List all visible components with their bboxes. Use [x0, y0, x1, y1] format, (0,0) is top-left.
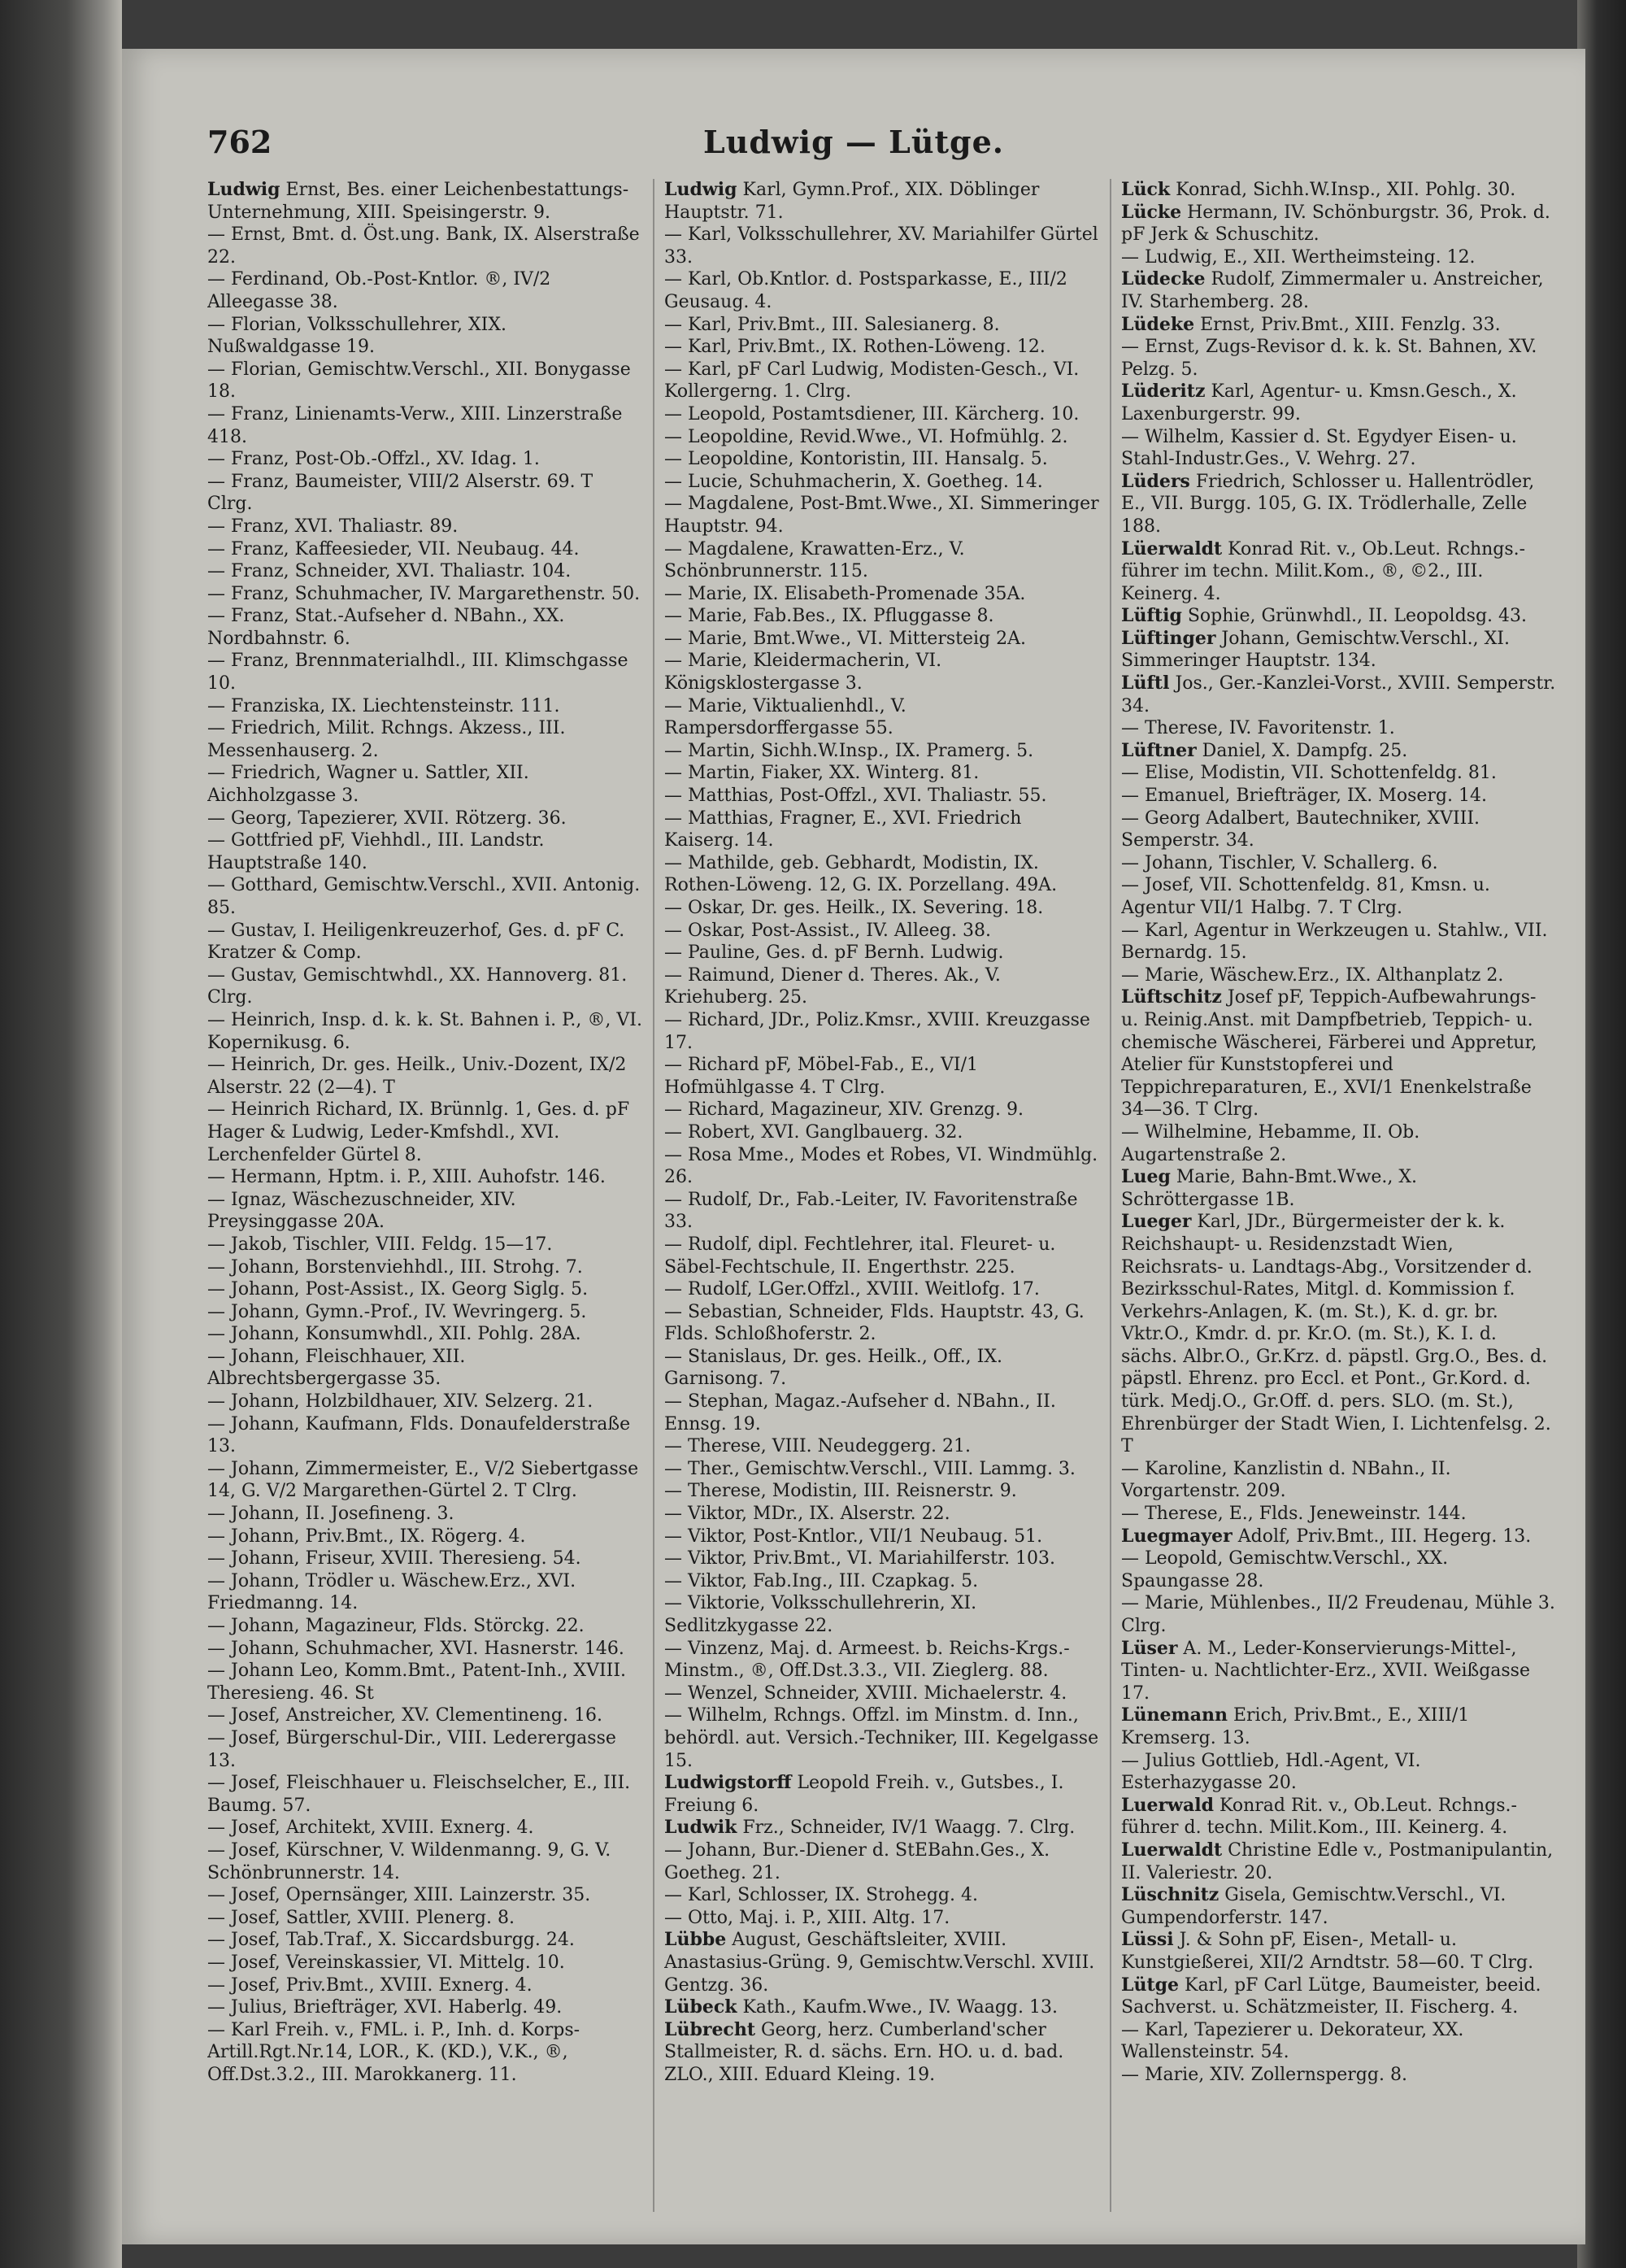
directory-entry: — Josef, Priv.Bmt., XVIII. Exnerg. 4.	[207, 1974, 533, 1996]
directory-entry: Lübeck Kath., Kaufm.Wwe., IV. Waagg. 13.	[664, 1996, 1058, 2018]
directory-entry: — Franz, Brennmaterialhdl., III. Klimschgasse 10.	[207, 651, 628, 694]
directory-entry: — Josef, Vereinskassier, VI. Mittelg. 10.	[207, 1952, 565, 1973]
column-3	[1121, 179, 1557, 2212]
directory-entry: — Franz, Schneider, XVI. Thaliastr. 104.	[207, 561, 572, 582]
directory-entry: Lüdecke Rudolf, Zimmermaler u. Anstreicher, IV. Starhemberg. 28.	[1121, 268, 1544, 312]
directory-entry: — Johann, Priv.Bmt., IX. Rögerg. 4.	[207, 1526, 526, 1547]
directory-entry: — Therese, VIII. Neudeggerg. 21.	[664, 1436, 971, 1457]
directory-entry: — Rudolf, Dr., Fab.-Leiter, IV. Favoritenstraße 33.	[664, 1189, 1078, 1233]
directory-entry: — Marie, XIV. Zollernspergg. 8.	[1121, 2064, 1407, 2085]
directory-entry: — Johann, Bur.-Diener d. StEBahn.Ges., X. Goetheg. 21.	[664, 1839, 1050, 1883]
directory-entry: — Johann, II. Josefineng. 3.	[207, 1504, 454, 1525]
directory-entry: — Vinzenz, Maj. d. Armeest. b. Reichs-Krgs.-Minstm., ®, Off.Dst.3.3., VII. Zieglerg. 88.	[664, 1638, 1070, 1682]
directory-entry: — Johann, Gymn.-Prof., IV. Wevringerg. 5.	[207, 1301, 587, 1322]
directory-entry: — Leopoldine, Kontoristin, III. Hansalg. 5.	[664, 449, 1048, 470]
directory-entry: Lüderitz Karl, Agentur- u. Kmsn.Gesch., X. Laxenburgerstr. 99.	[1121, 381, 1517, 424]
directory-entry: — Johann, Friseur, XVIII. Theresieng. 54.	[207, 1548, 581, 1569]
directory-entry: — Magdalene, Krawatten-Erz., V. Schönbrunnerstr. 115.	[664, 538, 965, 582]
directory-entry: — Josef, VII. Schottenfeldg. 81, Kmsn. u. Agentur VII/1 Halbg. 7. T Clrg.	[1121, 875, 1490, 918]
directory-entry: — Josef, Bürgerschul-Dir., VIII. Lederergasse 13.	[207, 1727, 616, 1771]
directory-entry: — Ernst, Bmt. d. Öst.ung. Bank, IX. Alserstraße 22.	[207, 224, 640, 268]
directory-entry: — Rudolf, LGer.Offzl., XVIII. Weitlofg. 17.	[664, 1279, 1040, 1300]
directory-entry: Lüser A. M., Leder-Konservierungs-Mittel-, Tinten- u. Nachtlichter-Erz., XVII. Weißgasse 17.	[1121, 1637, 1530, 1704]
directory-entry: — Viktorie, Volksschullehrerin, XI. Sedlitzkygasse 22.	[664, 1593, 977, 1636]
directory-entry: — Wilhelm, Rchngs. Offzl. im Minstm. d. Inn., behördl. aut. Versich.-Techniker, III. Kegelgasse 15.	[664, 1705, 1099, 1771]
directory-entry: — Leopold, Gemischtw.Verschl., XX. Spaungasse 28.	[1121, 1548, 1449, 1591]
directory-entry: — Karl, Schlosser, IX. Strohegg. 4.	[664, 1885, 978, 1906]
directory-entry: — Josef, Opernsänger, XIII. Lainzerstr. 35.	[207, 1885, 591, 1906]
directory-entry: — Franz, Schuhmacher, IV. Margarethenstr. 50.	[207, 583, 641, 604]
directory-entry: — Ignaz, Wäschezuschneider, XIV. Preysinggasse 20A.	[207, 1189, 516, 1233]
directory-entry: Luerwald Konrad Rit. v., Ob.Leut. Rchngs.-führer d. techn. Milit.Kom., III. Keinerg. 4.	[1121, 1794, 1517, 1839]
directory-entry: — Richard, Magazineur, XIV. Grenzg. 9.	[664, 1099, 1024, 1121]
directory-entry: — Marie, Fab.Bes., IX. Pfluggasse 8.	[664, 606, 994, 627]
directory-entry: — Oskar, Dr. ges. Heilk., IX. Severing. 18.	[664, 898, 1044, 918]
running-head: Ludwig — Lütge.	[703, 124, 1004, 160]
directory-entry: — Karl, Ob.Kntlor. d. Postsparkasse, E., III/2 Geusaug. 4.	[664, 269, 1067, 312]
directory-entry: — Ludwig, E., XII. Wertheimsteing. 12.	[1121, 246, 1476, 268]
directory-entry: Lüdeke Ernst, Priv.Bmt., XIII. Fenzlg. 33.	[1121, 313, 1501, 335]
directory-entry: — Franz, Post-Ob.-Offzl., XV. Idag. 1.	[207, 449, 540, 470]
directory-entry: — Rudolf, dipl. Fechtlehrer, ital. Fleuret- u. Säbel-Fechtschule, II. Engerthstr. 225.	[664, 1234, 1056, 1278]
directory-entry: — Marie, IX. Elisabeth-Promenade 35A.	[664, 583, 1026, 604]
directory-entry: Lueger Karl, JDr., Bürgermeister der k. k. Reichshaupt- u. Residenzstadt Wien, Reichsrats- u. Landtags-Abg., Vorsitzender d. Bezirksschul-Rates, Mitgl. d. Kommission f. Verkehrs-Anlagen, K. (m. St.), K. d. gr. br. Vktr.O., Kmdr. d. pr. Kr.O. (m. St.), K. I. d. sächs. Albr.O., Gr.Krz. d. päpstl. Grg.O., Bes. d. päpstl. Ehrenz. pro Eccl. et Pont., Gr.Kord. d. türk. Medj.O., Gr.Off. d. pers. SLO. (m. St.), Ehrenbürger der Stadt Wien, I. Lichtenfelsg. 2. T	[1121, 1211, 1551, 1457]
directory-entry: Ludwig Ernst, Bes. einer Leichenbestattungs-Unternehmung, XIII. Speisingerstr. 9.	[207, 179, 629, 223]
directory-entry: — Georg, Tapezierer, XVII. Rötzerg. 36.	[207, 808, 567, 829]
directory-entry: — Karl, pF Carl Ludwig, Modisten-Gesch., VI. Kollergerng. 1. Clrg.	[664, 359, 1080, 403]
book-spine-edge	[0, 0, 122, 2268]
directory-entry: — Martin, Fiaker, XX. Winterg. 81.	[664, 763, 980, 784]
directory-entry: — Therese, IV. Favoritenstr. 1.	[1121, 718, 1395, 739]
directory-entry: — Hermann, Hptm. i. P., XIII. Auhofstr. 146.	[207, 1167, 606, 1188]
directory-entry: Lüerwaldt Konrad Rit. v., Ob.Leut. Rchngs.-führer im techn. Milit.Kom., ®, ©2., III. Keinerg. 4.	[1121, 538, 1526, 604]
directory-entry: — Matthias, Fragner, E., XVI. Friedrich Kaiserg. 14.	[664, 808, 1022, 851]
directory-entry: — Josef, Fleischhauer u. Fleischselcher, E., III. Baumg. 57.	[207, 1773, 631, 1816]
directory-entry: — Stanislaus, Dr. ges. Heilk., Off., IX. Garnisong. 7.	[664, 1346, 1003, 1390]
directory-entry: — Gustav, Gemischtwhdl., XX. Hannoverg. 81. Clrg.	[207, 964, 628, 1008]
directory-entry: — Karl Freih. v., FML. i. P., Inh. d. Korps-Artill.Rgt.Nr.14, LOR., K. (KD.), V.K., ®, Off.Dst.3.2., III. Marokkanerg. 11.	[207, 2019, 580, 2085]
directory-entry: — Ferdinand, Ob.-Post-Kntlor. ®, IV/2 Alleegasse 38.	[207, 269, 551, 312]
directory-entry: — Franz, Baumeister, VIII/2 Alserstr. 69. T Clrg.	[207, 471, 593, 515]
directory-entry: Lübrecht Georg, herz. Cumberland'scher Stallmeister, R. d. sächs. Ern. HO. u. d. bad. ZLO., XIII. Eduard Kleing. 19.	[664, 2018, 1064, 2085]
directory-entry: Lütge Karl, pF Carl Lütge, Baumeister, beeid. Sachverst. u. Schätzmeister, II. Fischerg. 4.	[1121, 1974, 1541, 2018]
directory-entry: Lüssi J. & Sohn pF, Eisen-, Metall- u. Kunstgießerei, XII/2 Arndtstr. 58—60. T Clrg.	[1121, 1929, 1534, 1973]
directory-entry: Ludwigstorff Leopold Freih. v., Gutsbes., I. Freiung 6.	[664, 1772, 1064, 1816]
directory-entry: — Josef, Sattler, XVIII. Plenerg. 8.	[207, 1907, 515, 1928]
directory-entry: — Georg Adalbert, Bautechniker, XVIII. Semperstr. 34.	[1121, 808, 1480, 851]
directory-entry: — Johann, Borstenviehhdl., III. Strohg. 7.	[207, 1256, 583, 1278]
directory-entry: Lüftl Jos., Ger.-Kanzlei-Vorst., XVIII. Semperstr. 34.	[1121, 673, 1556, 716]
directory-entry: — Oskar, Post-Assist., IV. Alleeg. 38.	[664, 920, 991, 941]
directory-entry: — Franz, Linienamts-Verw., XIII. Linzerstraße 418.	[207, 403, 623, 447]
directory-entry: — Karl, Agentur in Werkzeugen u. Stahlw., VII. Bernardg. 15.	[1121, 920, 1548, 964]
directory-entry: — Gotthard, Gemischtw.Verschl., XVII. Antonig. 85.	[207, 875, 641, 918]
directory-entry: — Emanuel, Briefträger, IX. Moserg. 14.	[1121, 786, 1487, 807]
directory-entry: Lüders Friedrich, Schlosser u. Hallentrödler, E., VII. Burgg. 105, G. IX. Trödlerhalle, Zelle 188.	[1121, 470, 1535, 537]
directory-entry: — Josef, Kürschner, V. Wildenmanng. 9, G. V. Schönbrunnerstr. 14.	[207, 1839, 611, 1883]
directory-entry: — Johann, Holzbildhauer, XIV. Selzerg. 21.	[207, 1391, 593, 1413]
directory-entry: — Johann, Post-Assist., IX. Georg Siglg. 5.	[207, 1279, 589, 1300]
directory-entry: — Josef, Anstreicher, XV. Clementineng. 16.	[207, 1705, 602, 1726]
directory-entry: — Johann, Fleischhauer, XII. Albrechtsbergergasse 35.	[207, 1346, 466, 1390]
directory-entry: — Stephan, Magaz.-Aufseher d. NBahn., II. Ennsg. 19.	[664, 1391, 1056, 1434]
directory-entry: — Viktor, Fab.Ing., III. Czapkag. 5.	[664, 1570, 979, 1591]
directory-entry: — Johann, Magazineur, Flds. Störckg. 22.	[207, 1616, 585, 1636]
directory-entry: — Marie, Kleidermacherin, VI. Königsklostergasse 3.	[664, 651, 942, 694]
directory-entry: — Franz, Kaffeesieder, VII. Neubaug. 44.	[207, 538, 580, 559]
directory-entry: Luerwaldt Christine Edle v., Postmanipulantin, II. Valeriestr. 20.	[1121, 1839, 1554, 1883]
directory-entry: — Heinrich, Dr. ges. Heilk., Univ.-Dozent, IX/2 Alserstr. 22 (2—4). T	[207, 1055, 627, 1098]
directory-entry: — Johann, Kaufmann, Flds. Donaufelderstraße 13.	[207, 1413, 631, 1457]
directory-entry: — Heinrich Richard, IX. Brünnlg. 1, Ges. d. pF Hager & Ludwig, Leder-Kmfshdl., XVI. Lerchenfelder Gürtel 8.	[207, 1099, 630, 1165]
directory-entry: — Julius, Briefträger, XVI. Haberlg. 49.	[207, 1997, 563, 2018]
directory-entry: — Johann Leo, Komm.Bmt., Patent-Inh., XVIII. Theresieng. 46. St	[207, 1661, 627, 1704]
directory-entry: Lück Konrad, Sichh.W.Insp., XII. Pohlg. 30.	[1121, 179, 1516, 200]
directory-entry: — Johann, Zimmermeister, E., V/2 Siebertgasse 14, G. V/2 Margarethen-Gürtel 2. T Clrg.	[207, 1458, 639, 1502]
directory-entry: Lünemann Erich, Priv.Bmt., E., XIII/1 Kremserg. 13.	[1121, 1704, 1470, 1748]
directory-entry: — Marie, Wäschew.Erz., IX. Althanplatz 2.	[1121, 964, 1504, 986]
directory-entry: — Richard pF, Möbel-Fab., E., VI/1 Hofmühlgasse 4. T Clrg.	[664, 1055, 979, 1098]
directory-entry: — Josef, Architekt, XVIII. Exnerg. 4.	[207, 1817, 534, 1839]
directory-entry: — Wilhelm, Kassier d. St. Egydyer Eisen- u. Stahl-Industr.Ges., V. Wehrg. 27.	[1121, 426, 1517, 470]
directory-entry: — Matthias, Post-Offzl., XVI. Thaliastr. 55.	[664, 786, 1047, 807]
directory-entry: — Martin, Sichh.W.Insp., IX. Pramerg. 5.	[664, 740, 1034, 761]
directory-entry: — Josef, Tab.Traf., X. Siccardsburgg. 24.	[207, 1930, 575, 1951]
entry-columns	[207, 179, 1557, 2212]
directory-entry: — Ther., Gemischtw.Verschl., VIII. Lammg. 3.	[664, 1458, 1076, 1479]
directory-entry: — Johann, Schuhmacher, XVI. Hasnerstr. 146.	[207, 1638, 624, 1659]
directory-entry: — Mathilde, geb. Gebhardt, Modistin, IX. Rothen-Löweng. 12, G. IX. Porzellang. 49A.	[664, 852, 1058, 896]
directory-entry: — Karoline, Kanzlistin d. NBahn., II. Vorgartenstr. 209.	[1121, 1458, 1451, 1502]
directory-entry: — Raimund, Diener d. Theres. Ak., V. Kriehuberg. 25.	[664, 964, 1001, 1008]
directory-entry: Lüschnitz Gisela, Gemischtw.Verschl., VI. Gumpendorferstr. 147.	[1121, 1884, 1506, 1928]
directory-entry: — Karl, Volksschullehrer, XV. Mariahilfer Gürtel 33.	[664, 224, 1098, 268]
directory-entry: — Karl, Priv.Bmt., III. Salesianerg. 8.	[664, 314, 1000, 335]
directory-entry: — Viktor, Post-Kntlor., VII/1 Neubaug. 51.	[664, 1526, 1043, 1547]
directory-entry: — Marie, Bmt.Wwe., VI. Mittersteig 2A.	[664, 628, 1026, 649]
directory-entry: — Richard, JDr., Poliz.Kmsr., XVIII. Kreuzgasse 17.	[664, 1009, 1090, 1053]
directory-entry: — Florian, Volksschullehrer, XIX. Nußwaldgasse 19.	[207, 314, 506, 358]
directory-entry: — Viktor, MDr., IX. Alserstr. 22.	[664, 1504, 950, 1525]
directory-entry: — Robert, XVI. Ganglbauerg. 32.	[664, 1121, 963, 1143]
column-2	[664, 179, 1100, 2212]
directory-entry: — Ernst, Zugs-Revisor d. k. k. St. Bahnen, XV. Pelzg. 5.	[1121, 337, 1537, 380]
directory-entry: — Otto, Maj. i. P., XIII. Altg. 17.	[664, 1907, 950, 1928]
directory-entry: — Leopold, Postamtsdiener, III. Kärcherg. 10.	[664, 403, 1080, 424]
directory-entry: — Wenzel, Schneider, XVIII. Michaelerstr. 4.	[664, 1682, 1067, 1704]
directory-entry: — Wilhelmine, Hebamme, II. Ob. Augartenstraße 2.	[1121, 1121, 1420, 1165]
directory-entry: Luegmayer Adolf, Priv.Bmt., III. Hegerg. 13.	[1121, 1525, 1532, 1547]
directory-entry: — Jakob, Tischler, VIII. Feldg. 15—17.	[207, 1234, 553, 1255]
directory-entry: — Marie, Viktualienhdl., V. Rampersdorffergasse 55.	[664, 695, 906, 739]
column-1	[207, 179, 643, 2212]
directory-entry: Lüftinger Johann, Gemischtw.Verschl., XI. Simmeringer Hauptstr. 134.	[1121, 627, 1510, 672]
directory-entry: Lücke Hermann, IV. Schönburgstr. 36, Prok. d. pF Jerk & Schuschitz.	[1121, 201, 1550, 246]
column-divider	[1110, 179, 1111, 2212]
directory-entry: Lübbe August, Geschäftsleiter, XVIII. Anastasius-Grüng. 9, Gemischtw.Verschl. XVIII. Gentzg. 36.	[664, 1929, 1095, 1996]
directory-entry: — Johann, Konsumwhdl., XII. Pohlg. 28A.	[207, 1324, 581, 1345]
directory-entry: — Johann, Tischler, V. Schallerg. 6.	[1121, 852, 1438, 873]
directory-entry: — Friedrich, Wagner u. Sattler, XII. Aichholzgasse 3.	[207, 763, 529, 807]
directory-entry: — Karl, Tapezierer u. Dekorateur, XX. Wallensteinstr. 54.	[1121, 2019, 1464, 2063]
directory-entry: — Franz, Stat.-Aufseher d. NBahn., XX. Nordbahnstr. 6.	[207, 606, 565, 649]
directory-entry: — Sebastian, Schneider, Flds. Hauptstr. 43, G. Flds. Schloßhoferstr. 2.	[664, 1301, 1085, 1345]
page-number: 762	[207, 124, 272, 160]
directory-entry: Lüftner Daniel, X. Dampfg. 25.	[1121, 739, 1408, 761]
directory-entry: — Pauline, Ges. d. pF Bernh. Ludwig.	[664, 942, 1004, 964]
directory-entry: — Therese, E., Flds. Jeneweinstr. 144.	[1121, 1504, 1467, 1525]
directory-entry: Lüftschitz Josef pF, Teppich-Aufbewahrungs- u. Reinig.Anst. mit Dampfbetrieb, Teppich- u. chemische Wäscherei, Färberei und Appretur, Atelier für Kunststopferei und Teppichreparaturen, E., XVI/1 Enenkelstraße 34—36. T Clrg.	[1121, 986, 1537, 1121]
directory-entry: — Elise, Modistin, VII. Schottenfeldg. 81.	[1121, 763, 1497, 784]
directory-entry: — Franz, XVI. Thaliastr. 89.	[207, 516, 459, 537]
directory-entry: — Gustav, I. Heiligenkreuzerhof, Ges. d. pF C. Kratzer & Comp.	[207, 920, 625, 964]
directory-entry: Lüftig Sophie, Grünwhdl., II. Leopoldsg. 43.	[1121, 605, 1528, 627]
directory-entry: — Heinrich, Insp. d. k. k. St. Bahnen i. P., ®, VI. Kopernikusg. 6.	[207, 1009, 642, 1053]
directory-page	[122, 49, 1585, 2244]
directory-entry: Ludwig Karl, Gymn.Prof., XIX. Döblinger Hauptstr. 71.	[664, 179, 1040, 223]
column-divider	[653, 179, 654, 2212]
directory-entry: — Magdalene, Post-Bmt.Wwe., XI. Simmeringer Hauptstr. 94.	[664, 494, 1099, 537]
directory-entry: — Lucie, Schuhmacherin, X. Goetheg. 14.	[664, 471, 1043, 492]
directory-entry: Ludwik Frz., Schneider, IV/1 Waagg. 7. Clrg.	[664, 1817, 1076, 1839]
directory-entry: — Gottfried pF, Viehhdl., III. Landstr. Hauptstraße 140.	[207, 830, 545, 873]
directory-entry: — Leopoldine, Revid.Wwe., VI. Hofmühlg. 2.	[664, 426, 1068, 447]
directory-entry: — Therese, Modistin, III. Reisnerstr. 9.	[664, 1481, 1017, 1502]
directory-entry: — Friedrich, Milit. Rchngs. Akzess., III. Messenhauserg. 2.	[207, 718, 566, 761]
directory-entry: — Florian, Gemischtw.Verschl., XII. Bonygasse 18.	[207, 359, 631, 403]
directory-entry: — Johann, Trödler u. Wäschew.Erz., XVI. Friedmanng. 14.	[207, 1570, 576, 1614]
directory-entry: — Karl, Priv.Bmt., IX. Rothen-Löweng. 12.	[664, 337, 1046, 358]
directory-entry: — Julius Gottlieb, Hdl.-Agent, VI. Esterhazygasse 20.	[1121, 1750, 1421, 1794]
directory-entry: — Rosa Mme., Modes et Robes, VI. Windmühlg. 26.	[664, 1144, 1098, 1188]
directory-entry: — Franziska, IX. Liechtensteinstr. 111.	[207, 695, 560, 716]
directory-entry: Lueg Marie, Bahn-Bmt.Wwe., X. Schröttergasse 1B.	[1121, 1166, 1418, 1210]
directory-entry: — Marie, Mühlenbes., II/2 Freudenau, Mühle 3. Clrg.	[1121, 1593, 1555, 1636]
directory-entry: — Viktor, Priv.Bmt., VI. Mariahilferstr. 103.	[664, 1548, 1056, 1569]
